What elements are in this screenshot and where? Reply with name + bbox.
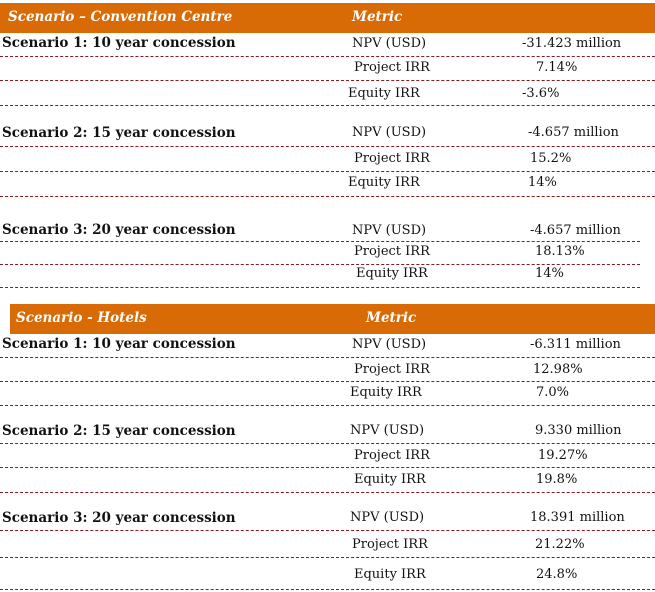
row-divider [0, 171, 655, 172]
metric-label: NPV (USD) [352, 223, 427, 238]
metric-value: 18.391 million [530, 510, 625, 525]
metric-label: Equity IRR [356, 266, 428, 281]
row-divider [0, 557, 655, 558]
row-divider [0, 357, 655, 358]
row-divider [0, 467, 655, 468]
metric-label: Project IRR [354, 244, 430, 259]
metric-label: Project IRR [352, 537, 428, 552]
metric-value: 14% [528, 175, 557, 190]
metric-label: NPV (USD) [352, 125, 427, 140]
header-metric-label: Metric [352, 9, 403, 25]
row-divider [0, 492, 655, 493]
row-divider [0, 381, 655, 382]
header-metric-label: Metric [366, 310, 417, 326]
metric-value: -3.6% [522, 86, 560, 101]
table-header-hotels [10, 304, 655, 334]
metric-label: NPV (USD) [350, 423, 425, 438]
metric-label: Equity IRR [348, 86, 420, 101]
metric-value: 7.14% [536, 60, 578, 75]
metric-label: Equity IRR [348, 175, 420, 190]
metric-value: -31.423 million [522, 36, 622, 51]
metric-label: NPV (USD) [352, 36, 427, 51]
metric-value: -4.657 million [528, 125, 619, 140]
scenario-label: Scenario 2: 15 year concession [2, 423, 236, 439]
row-divider [0, 196, 655, 197]
table-header-convention-centre [0, 3, 655, 33]
header-scenario-label: Scenario - Hotels [16, 310, 147, 326]
row-divider [0, 56, 655, 57]
row-divider [0, 443, 655, 444]
metric-label: NPV (USD) [352, 337, 427, 352]
metric-value: 15.2% [530, 151, 572, 166]
row-divider [0, 589, 655, 590]
row-divider [0, 241, 640, 242]
row-divider [0, 405, 655, 406]
scenario-label: Scenario 3: 20 year concession [2, 222, 236, 238]
metric-label: Equity IRR [354, 567, 426, 582]
header-scenario-label: Scenario – Convention Centre [8, 9, 233, 25]
metric-value: 18.13% [535, 244, 585, 259]
metric-label: Project IRR [354, 151, 430, 166]
metric-value: 14% [535, 266, 564, 281]
row-divider [0, 146, 655, 147]
metric-label: Equity IRR [354, 472, 426, 487]
row-divider [0, 530, 655, 531]
row-divider [0, 287, 640, 288]
metric-value: -6.311 million [530, 337, 621, 352]
scenario-label: Scenario 1: 10 year concession [2, 35, 236, 51]
scenario-label: Scenario 2: 15 year concession [2, 125, 236, 141]
metric-label: Project IRR [354, 362, 430, 377]
metric-value: -4.657 million [530, 223, 621, 238]
metric-label: Project IRR [354, 60, 430, 75]
scenario-label: Scenario 1: 10 year concession [2, 336, 236, 352]
scenario-label: Scenario 3: 20 year concession [2, 510, 236, 526]
row-divider [0, 264, 640, 265]
metric-label: NPV (USD) [350, 510, 425, 525]
metric-label: Project IRR [354, 448, 430, 463]
row-divider [0, 105, 655, 106]
metric-value: 19.8% [536, 472, 578, 487]
metric-value: 19.27% [538, 448, 588, 463]
metric-label: Equity IRR [350, 385, 422, 400]
metric-value: 7.0% [536, 385, 570, 400]
metric-value: 9.330 million [535, 423, 622, 438]
metric-value: 24.8% [536, 567, 578, 582]
row-divider [0, 80, 655, 81]
metric-value: 12.98% [533, 362, 583, 377]
metric-value: 21.22% [535, 537, 585, 552]
